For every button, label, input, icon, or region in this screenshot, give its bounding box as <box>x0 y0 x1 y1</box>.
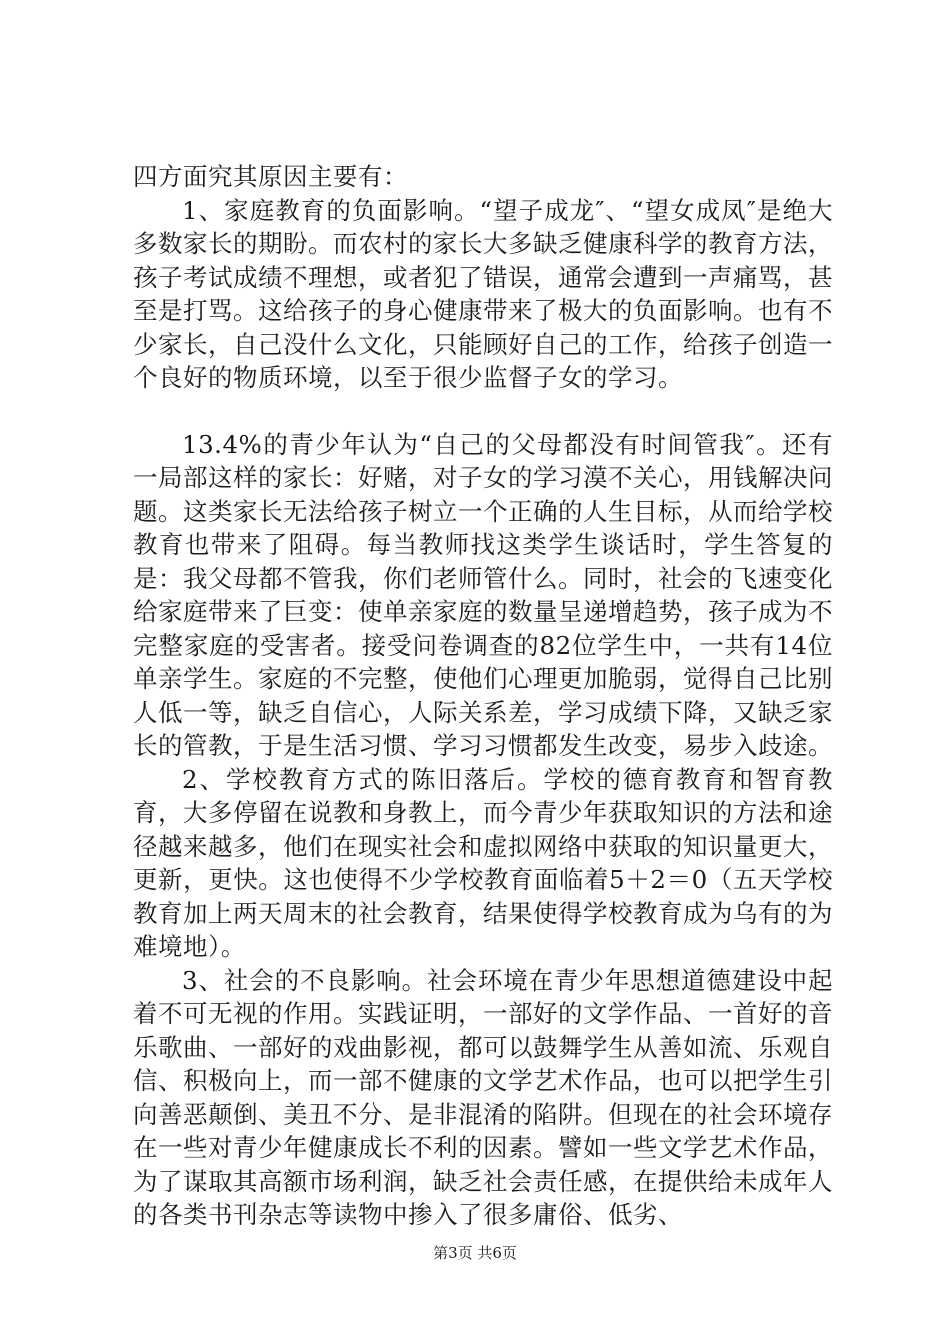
paragraph-intro: 四方面究其原因主要有： <box>133 162 408 191</box>
paragraph-social-influence: 3、社会的不良影响。社会环境在青少年思想道德建设中起着不可无视的作用。实践证明，一部好的文学作品、一首好的音乐歌曲、一部好的戏曲影视，都可以鼓舞学生从善如流、乐观自信、积极向上，而一部不健康的文学艺术作品，也可以把学生引向善恶颠倒、美丑不分、是非混淆的陷阱。但现在的社会环境存在一些对青少年健康成长不利的因素。譬如一些文学艺术作品，为了谋取其高额市场利润，缺乏社会责任感，在提供给未成年人的各类书刊杂志等读物中掺入了很多庸俗、低劣、 <box>133 965 833 1229</box>
paragraph-school-education: 2、学校教育方式的陈旧落后。学校的德育教育和智育教育，大多停留在说教和身教上，而今青少年获取知识的方法和途径越来越多，他们在现实社会和虚拟网络中获取的知识量更大，更新，更快。这也使得不少学校教育面临着5＋2＝0（五天学校教育加上两天周末的社会教育，结果使得学校教育成为乌有的为难境地）。 <box>133 764 833 961</box>
page-number-footer: 第3页 共6页 <box>433 1244 517 1262</box>
paragraph-family-education: 1、家庭教育的负面影响。“望子成龙″、“望女成凤″是绝大多数家长的期盼。而农村的家长大多缺乏健康科学的教育方法，孩子考试成绩不理想，或者犯了错误，通常会遭到一声痛骂，甚至是打骂。这给孩子的身心健康带来了极大的负面影响。也有不少家长，自己没什么文化，只能顾好自己的工作，给孩子创造一个良好的物质环境，以至于很少监督子女的学习。 <box>133 195 833 392</box>
paragraph-statistics: 13.4%的青少年认为“自己的父母都没有时间管我″。还有一局部这样的家长：好赌，对子女的学习漠不关心，用钱解决问题。这类家长无法给孩子树立一个正确的人生目标，从而给学校教育也带来了阻碍。每当教师找这类学生谈话时，学生答复的是：我父母都不管我，你们老师管什么。同时，社会的飞速变化给家庭带来了巨变：使单亲家庭的数量呈递增趋势，孩子成为不完整家庭的受害者。接受问卷调查的82位学生中，一共有14位单亲学生。家庭的不完整，使他们心理更加脆弱，觉得自己比别人低一等，缺乏自信心，人际关系差，学习成绩下降，又缺乏家长的管教，于是生活习惯、学习习惯都发生改变，易步入歧途。 <box>133 429 833 760</box>
document-body <box>133 160 833 1232</box>
